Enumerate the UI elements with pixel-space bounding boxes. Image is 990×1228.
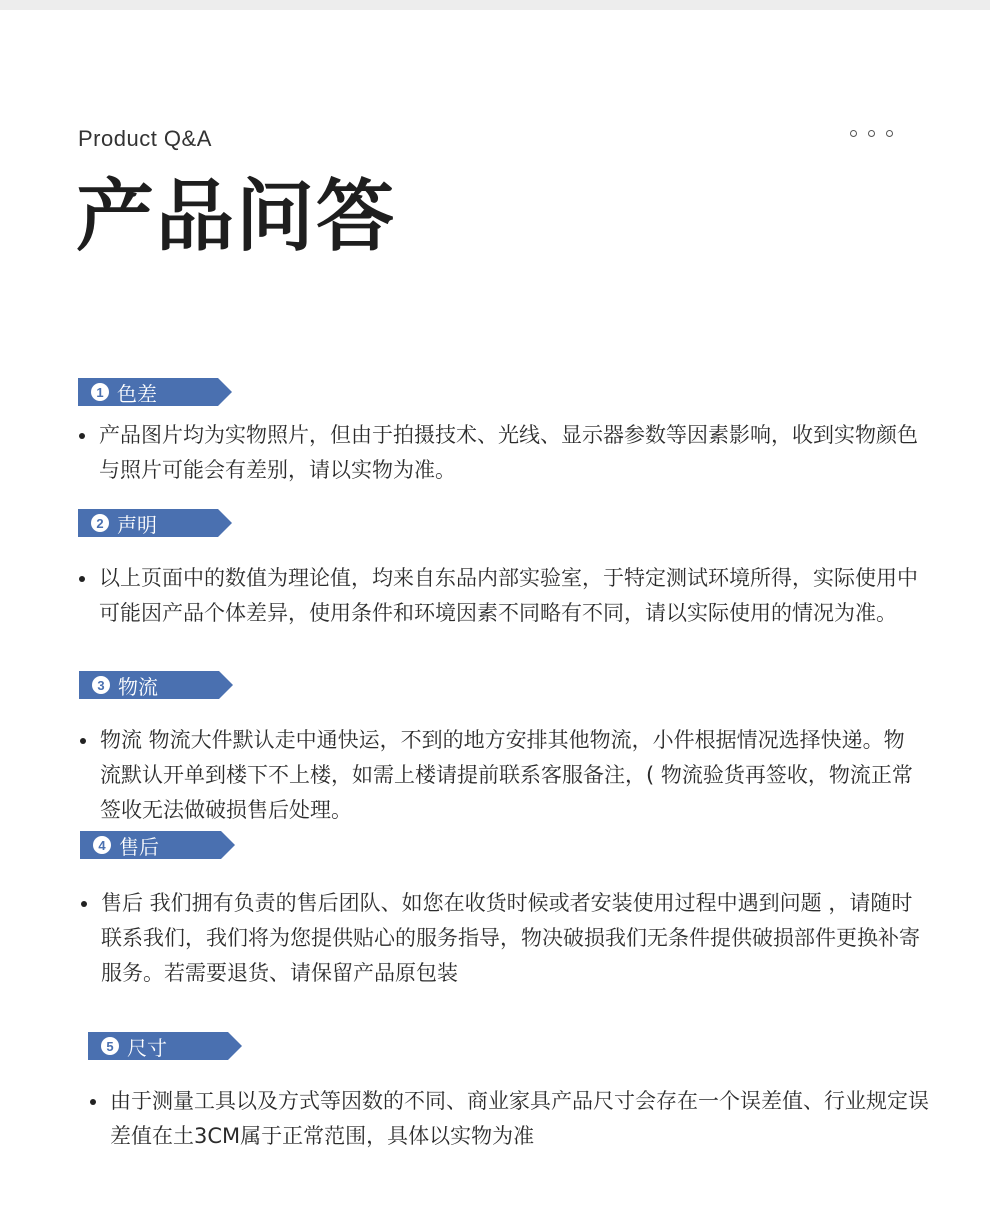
number-circle-icon: 3 bbox=[92, 676, 110, 694]
dot-icon bbox=[850, 130, 857, 137]
number-circle-icon: 4 bbox=[93, 836, 111, 854]
section-text: 以上页面中的数值为理论值，均来自东品内部实验室，于特定测试环境所得，实际使用中可能因产品个体差异，使用条件和环境因素不同略有不同，请以实际使用的情况为准。 bbox=[99, 561, 929, 631]
section-tag-color-difference bbox=[78, 378, 232, 406]
section-text: 物流 物流大件默认走中通快运，不到的地方安排其他物流，小件根据情况选择快递。物流默认开单到楼下不上楼，如需上楼请提前联系客服备注，( 物流验货再签收，物流正常签收无法做破损售后处理。 bbox=[100, 723, 922, 828]
dots-indicator bbox=[850, 130, 893, 137]
section-label: 售后 bbox=[119, 834, 159, 859]
section-tag-logistics bbox=[79, 671, 233, 699]
number-circle-icon: 1 bbox=[91, 383, 109, 401]
section-label: 色差 bbox=[117, 381, 157, 406]
section-tag-size bbox=[88, 1032, 242, 1060]
dot-icon bbox=[868, 130, 875, 137]
page-subtitle: Product Q&A bbox=[78, 126, 212, 151]
section-tag-statement bbox=[78, 509, 232, 537]
section-text: 由于测量工具以及方式等因数的不同、商业家具产品尺寸会存在一个误差值、行业规定误差值在土3CM属于正常范围，具体以实物为准 bbox=[110, 1084, 930, 1154]
section-text: 售后 我们拥有负责的售后团队、如您在收货时候或者安装使用过程中遇到问题 ，请随时联系我们，我们将为您提供贴心的服务指导，物决破损我们无条件提供破损部件更换补寄服务。若需要退货、请保留产品原包装 bbox=[101, 886, 923, 991]
page-title: 产品问答 bbox=[76, 172, 397, 262]
number-circle-icon: 2 bbox=[91, 514, 109, 532]
section-tag-after-sales bbox=[80, 831, 235, 859]
section-label: 声明 bbox=[117, 512, 157, 537]
top-bar bbox=[0, 0, 990, 10]
section-text: 产品图片均为实物照片，但由于拍摄技术、光线、显示器参数等因素影响，收到实物颜色与照片可能会有差别，请以实物为准。 bbox=[99, 418, 919, 488]
section-label: 尺寸 bbox=[127, 1035, 167, 1060]
dot-icon bbox=[886, 130, 893, 137]
number-circle-icon: 5 bbox=[101, 1037, 119, 1055]
section-label: 物流 bbox=[118, 674, 158, 699]
